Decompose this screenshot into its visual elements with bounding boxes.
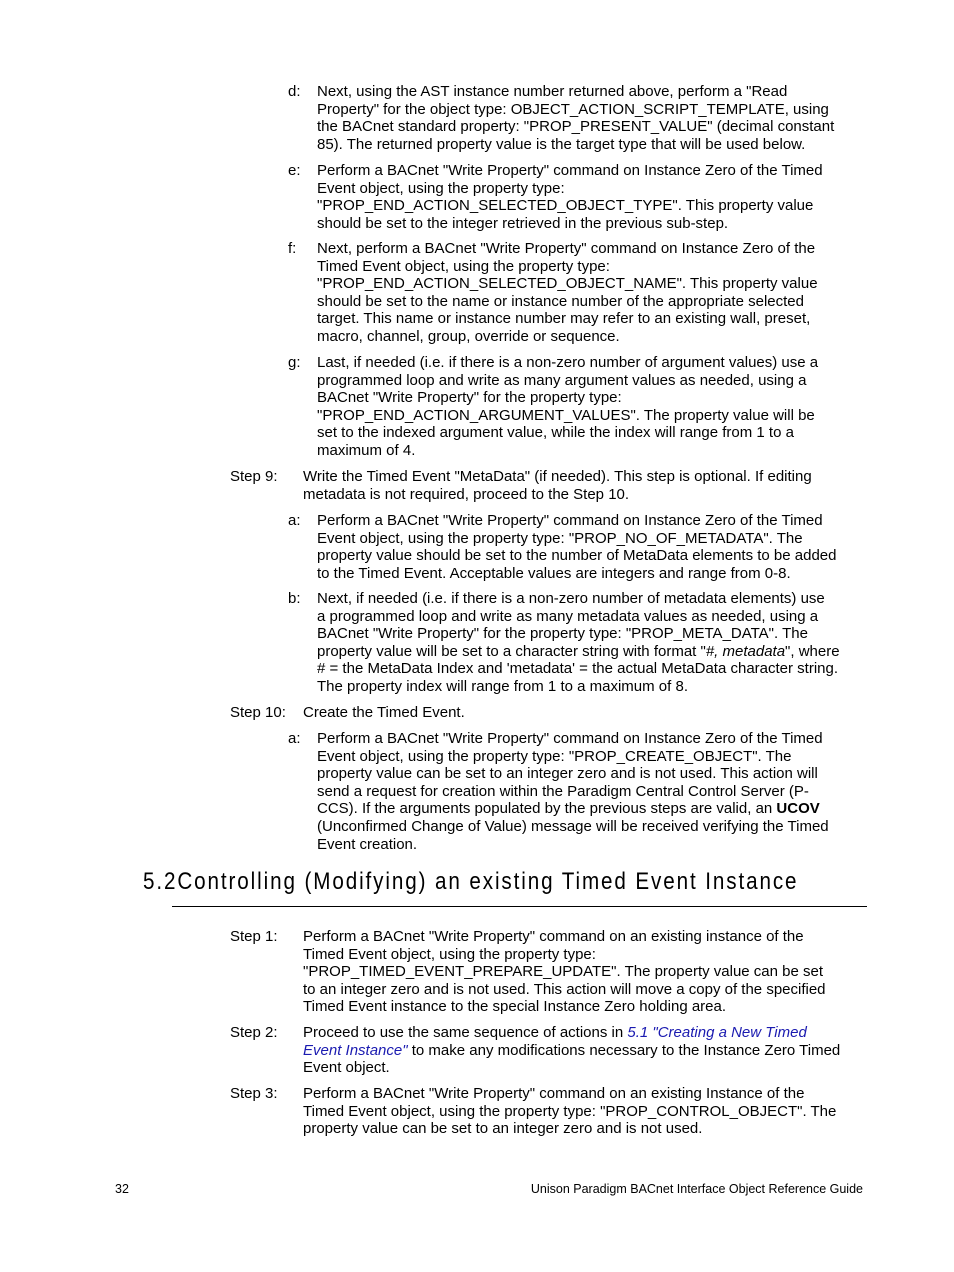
text-line: The property index will range from 1 to a maximum of 8. (317, 677, 688, 695)
text-line: 85). The returned property value is the target type that will be used below. (317, 135, 806, 153)
text-line: Timed Event instance to the special Instance Zero holding area. (303, 998, 727, 1016)
substep-text (317, 512, 868, 582)
substep-9a (288, 512, 868, 582)
substep-text (317, 354, 868, 460)
text-run: CCS). If the arguments populated by the previous steps are valid, an (317, 800, 777, 818)
text-run: to make any modifications necessary to the Instance Zero Timed (407, 1041, 841, 1059)
text-line: BACnet "Write Property" for the property type: (317, 389, 622, 407)
step-label: Step 2: (230, 1024, 278, 1041)
step-text (303, 468, 870, 503)
footer-guide-title: Unison Paradigm BACnet Interface Object Reference Guide (530, 1182, 863, 1196)
substep-f (288, 240, 868, 346)
substep-10a (288, 730, 868, 853)
text-line: maximum of 4. (317, 441, 416, 459)
section-heading (143, 868, 798, 896)
step-label: Step 9: (230, 468, 278, 485)
text-run: ", where (785, 642, 840, 660)
text-run: property value will be set to a character string with format " (317, 642, 706, 660)
bold-text: UCOV (776, 800, 820, 818)
text-line: Next, perform a BACnet "Write Property" command on Instance Zero of the (317, 240, 816, 257)
text-line: macro, channel, group, override or sequence. (317, 327, 620, 345)
text-line: Event object, using the property type: "PROP_NO_OF_METADATA". The (317, 529, 803, 547)
text-line: Event object, using the property type: "PROP_CREATE_OBJECT". The (317, 747, 792, 765)
substep-d (288, 83, 868, 153)
text-line: a programmed loop and write as many metadata values as needed, using a (317, 607, 819, 625)
step-10 (230, 704, 870, 722)
substep-label: f: (288, 240, 297, 257)
text-line: the BACnet standard property: "PROP_PRESENT_VALUE" (decimal constant (317, 118, 835, 136)
text-line: Perform a BACnet "Write Property" command on Instance Zero of the Timed (317, 512, 823, 529)
text-line (303, 1024, 870, 1042)
substep-text (317, 730, 868, 853)
substep-9b (288, 590, 868, 696)
text-line: "PROP_END_ACTION_ARGUMENT_VALUES". The property value will be (317, 406, 815, 424)
step-text (303, 928, 870, 1016)
substep-text (317, 83, 868, 153)
text-line: send a request for creation within the Paradigm Central Control Server (P- (317, 782, 809, 800)
text-line: Event creation. (317, 835, 418, 853)
text-line: property value can be set to an integer zero and is not used. This action will (317, 765, 818, 783)
text-line: Next, using the AST instance number returned above, perform a "Read (317, 83, 788, 100)
text-line: Next, if needed (i.e. if there is a non-zero number of metadata elements) use (317, 590, 825, 607)
text-line: Perform a BACnet "Write Property" command on Instance Zero of the Timed (317, 162, 823, 179)
text-line: "PROP_END_ACTION_SELECTED_OBJECT_TYPE". This property value (317, 197, 814, 215)
text-line: # = the MetaData Index and 'metadata' = the actual MetaData character string. (317, 660, 839, 678)
text-line: Perform a BACnet "Write Property" command on an existing instance of the (303, 928, 804, 945)
text-line (317, 800, 868, 818)
substep-text (317, 162, 868, 232)
text-line: Perform a BACnet "Write Property" command on Instance Zero of the Timed (317, 730, 823, 747)
text-line: should be set to the name or instance number of the appropriate selected (317, 292, 804, 310)
text-line: Timed Event object, using the property type: (317, 257, 610, 275)
text-line: to an integer zero and is not used. This action will move a copy of the specified (303, 980, 826, 998)
text-line (317, 643, 868, 661)
substep-e (288, 162, 868, 232)
step-label: Step 3: (230, 1085, 278, 1102)
text-line: "PROP_TIMED_EVENT_PREPARE_UPDATE". The property value can be set (303, 963, 824, 981)
text-line: (Unconfirmed Change of Value) message will be received verifying the Timed (317, 817, 829, 835)
text-line: property value should be set to the number of MetaData elements to be added (317, 547, 837, 565)
text-line: Write the Timed Event "MetaData" (if needed). This step is optional. If editing (303, 468, 812, 485)
step-2 (230, 1024, 870, 1077)
text-line: target. This name or instance number may refer to an existing wall, preset, (317, 310, 811, 328)
step-label: Step 10: (230, 704, 286, 721)
step-9 (230, 468, 870, 503)
substep-label: g: (288, 354, 301, 371)
substep-label: a: (288, 730, 301, 747)
text-line: should be set to the integer retrieved in the previous sub-step. (317, 214, 729, 232)
text-line: to the Timed Event. Acceptable values are integers and range from 0-8. (317, 564, 791, 582)
substep-label: d: (288, 83, 301, 100)
text-line: Event object, using the property type: (317, 179, 565, 197)
substep-text (317, 240, 868, 346)
cross-reference-link[interactable]: Event Instance" (303, 1041, 408, 1059)
text-line: Timed Event object, using the property type: "PROP_CONTROL_OBJECT". The (303, 1102, 837, 1120)
text-line: Timed Event object, using the property type: (303, 945, 596, 963)
text-line: programmed loop and write as many argument values as needed, using a (317, 371, 807, 389)
section-divider (172, 906, 867, 907)
text-line: metadata is not required, proceed to the Step 10. (303, 485, 630, 503)
text-line: set to the indexed argument value, while the index will range from 1 to a (317, 424, 794, 442)
cross-reference-link[interactable]: 5.1 "Creating a New Timed (627, 1024, 807, 1041)
step-text (303, 1024, 870, 1077)
text-line: Last, if needed (i.e. if there is a non-zero number of argument values) use a (317, 354, 819, 371)
step-1 (230, 928, 870, 1016)
step-3 (230, 1085, 870, 1138)
substep-label: b: (288, 590, 301, 607)
page-number: 32 (115, 1182, 129, 1196)
text-line: Create the Timed Event. (303, 704, 465, 721)
substep-label: a: (288, 512, 301, 529)
text-line: Property" for the object type: OBJECT_ACTION_SCRIPT_TEMPLATE, using (317, 100, 829, 118)
text-line: "PROP_END_ACTION_SELECTED_OBJECT_NAME". This property value (317, 275, 818, 293)
substep-g (288, 354, 868, 460)
step-label: Step 1: (230, 928, 278, 945)
text-run: Proceed to use the same sequence of actions in (303, 1024, 628, 1041)
substep-text (317, 590, 868, 696)
text-line: Event object. (303, 1059, 390, 1077)
text-line: BACnet "Write Property" for the property type: "PROP_META_DATA". The (317, 625, 808, 643)
text-line (303, 1042, 870, 1060)
section-title-text: Controlling (Modifying) an existing Timed Event Instance (177, 868, 799, 895)
step-text (303, 704, 870, 722)
step-text (303, 1085, 870, 1138)
section-number: 5.2 (143, 868, 178, 895)
text-line: Perform a BACnet "Write Property" command on an existing Instance of the (303, 1085, 805, 1102)
text-line: property value can be set to an integer zero and is not used. (303, 1120, 703, 1138)
substep-label: e: (288, 162, 301, 179)
emphasis-text: #, metadata (705, 642, 786, 660)
